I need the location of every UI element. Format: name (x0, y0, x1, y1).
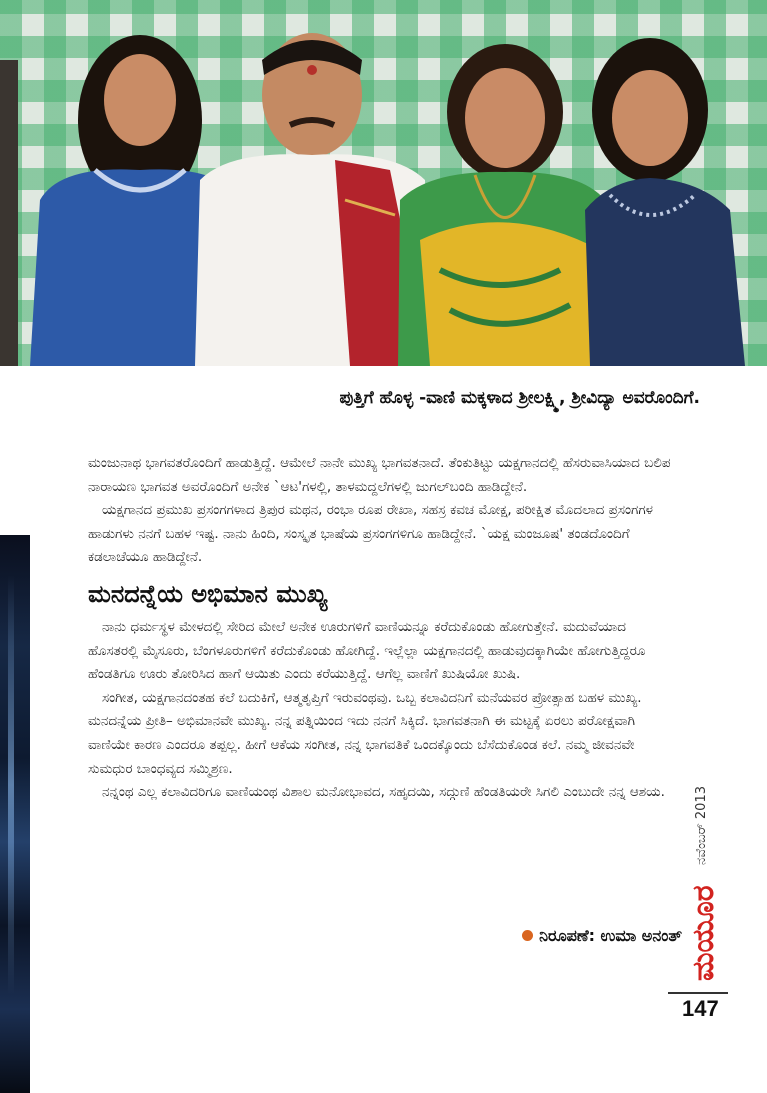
family-photo (0, 0, 767, 366)
photo-illustration (0, 0, 767, 366)
article-body (88, 452, 680, 805)
byline (400, 926, 682, 946)
left-edge-strip (0, 535, 30, 1093)
page-number: 147 (682, 996, 719, 1021)
article-paragraph: ನನ್ನಂಥ ಎಲ್ಲ ಕಲಾವಿದರಿಗೂ ವಾಣಿಯಂಥ ವಿಶಾಲ ಮನೋಭಾವದ, ಸಹೃದಯಿ, ಸದ್ಗುಣಿ ಹೆಂಡತಿಯರೇ ಸಿಗಲಿ ಎಂಬುದೇ ನನ್ನ ಆಶಯ. (102, 784, 665, 801)
section-heading: ಮನದನ್ನೆಯ ಅಭಿಮಾನ ಮುಖ್ಯ (88, 579, 328, 608)
article-paragraph: ಮಂಜುನಾಥ ಭಾಗವತರೊಂದಿಗೆ ಹಾಡುತ್ತಿದ್ದೆ. ಆಮೇಲೆ ನಾನೇ ಮುಖ್ಯ ಭಾಗವತನಾದೆ. ತೆಂಕುತಿಟ್ಟು ಯಕ್ಷಗಾನದಲ್ಲಿ ಹೆಸರುವಾಸಿಯಾದ ಬಲಿಪ ನಾರಾಯಣ ಭಾಗವತ ಅವರೊಂದಿಗೆ ಅನೇಕ `ಆಟ'ಗಳಲ್ಲಿ, ತಾಳಮದ್ದಲೆಗಳಲ್ಲಿ ಜುಗಲ್‌ಬಂದಿ ಹಾಡಿದ್ದೇನೆ. (88, 455, 671, 495)
byline-text: ನಿರೂಪಣೆ: ಉಮಾ ಅನಂತ್ (539, 926, 682, 945)
article-paragraph: ನಾನು ಧರ್ಮಸ್ಥಳ ಮೇಳದಲ್ಲಿ ಸೇರಿದ ಮೇಲೆ ಅನೇಕ ಊರುಗಳಿಗೆ ವಾಣಿಯನ್ನೂ ಕರೆದುಕೊಂಡು ಹೋಗುತ್ತೇನೆ. ಮದುವೆಯಾದ ಹೊಸತರಲ್ಲಿ ಮೈಸೂರು, ಬೆಂಗಳೂರುಗಳಿಗೆ ಕರೆದುಕೊಂಡು ಹೋಗಿದ್ದೆ. ಇಲ್ಲೆಲ್ಲಾ ಯಕ್ಷಗಾನದಲ್ಲಿ ಹಾಡುವುದಕ್ಕಾಗಿಯೇ ಹೋಗುತ್ತಿದ್ದರೂ ಹೆಂಡತಿಗೂ ಊರು ತೋರಿಸಿದ ಹಾಗೆ ಆಯಿತು ಎಂದು ಕರೆಯುತ್ತಿದ್ದೆ. ಆಗೆಲ್ಲ ವಾಣಿಗೆ ಖುಷಿಯೋ ಖುಷಿ. (88, 618, 646, 683)
page-rule (668, 992, 728, 994)
magazine-name: ಮಯೂರ (686, 885, 721, 981)
photo-caption: ಪುತ್ತಿಗೆ ಹೊಳ್ಳ -ವಾಣಿ ಮಕ್ಕಳಾದ ಶ್ರೀಲಕ್ಷ್ಮಿ, ಶ್ರೀವಿದ್ಯಾ ಅವರೊಂದಿಗೆ. (339, 388, 700, 408)
issue-date: ನವೆಂಬರ್ 2013 (694, 786, 709, 865)
article-paragraph: ಯಕ್ಷಗಾನದ ಪ್ರಮುಖ ಪ್ರಸಂಗಗಳಾದ ತ್ರಿಪುರ ಮಥನ, ರಂಭಾ ರೂಪ ರೇಖಾ, ಸಹಸ್ರ ಕವಚ ಮೋಕ್ಷ, ಪರೀಕ್ಷಿತ ಮೊದಲಾದ ಪ್ರಸಂಗಗಳ ಹಾಡುಗಳು ನನಗೆ ಬಹಳ ಇಷ್ಟ. ನಾನು ಹಿಂದಿ, ಸಂಸ್ಕೃತ ಭಾಷೆಯ ಪ್ರಸಂಗಗಳಿಗೂ ಹಾಡಿದ್ದೇನೆ. `ಯಕ್ಷ ಮಂಜೂಷ' ತಂಡದೊಂದಿಗೆ ಕಡಲಾಚೆಯೂ ಹಾಡಿದ್ದೇನೆ. (88, 502, 653, 566)
bullet-icon (522, 930, 533, 941)
article-paragraph: ಸಂಗೀತ, ಯಕ್ಷಗಾನದಂತಹ ಕಲೆ ಬದುಕಿಗೆ, ಆತ್ಮತೃಪ್ತಿಗೆ ಇರುವಂಥವು. ಒಬ್ಬ ಕಲಾವಿದನಿಗೆ ಮನೆಯವರ ಪ್ರೋತ್ಸಾಹ ಬಹಳ ಮುಖ್ಯ. ಮನದನ್ನೆಯ ಪ್ರೀತಿ– ಅಭಿಮಾನವೇ ಮುಖ್ಯ. ನನ್ನ ಪತ್ನಿಯಿಂದ ಇದು ನನಗೆ ಸಿಕ್ಕಿದೆ. ಭಾಗವತನಾಗಿ ಈ ಮಟ್ಟಕ್ಕೆ ಏರಲು ಪರೋಕ್ಷವಾಗಿ ವಾಣಿಯೇ ಕಾರಣ ಎಂದರೂ ತಪ್ಪಲ್ಲ. ಹೀಗೆ ಆಕೆಯ ಸಂಗೀತ, ನನ್ನ ಭಾಗವತಿಕೆ ಒಂದಕ್ಕೊಂದು ಬೆಸೆದುಕೊಂಡ ಕಲೆ. ನಮ್ಮ ಜೀವನವೇ ಸುಮಧುರ ಬಾಂಧವ್ಯದ ಸಮ್ಮಿಶ್ರಣ. (88, 689, 642, 777)
